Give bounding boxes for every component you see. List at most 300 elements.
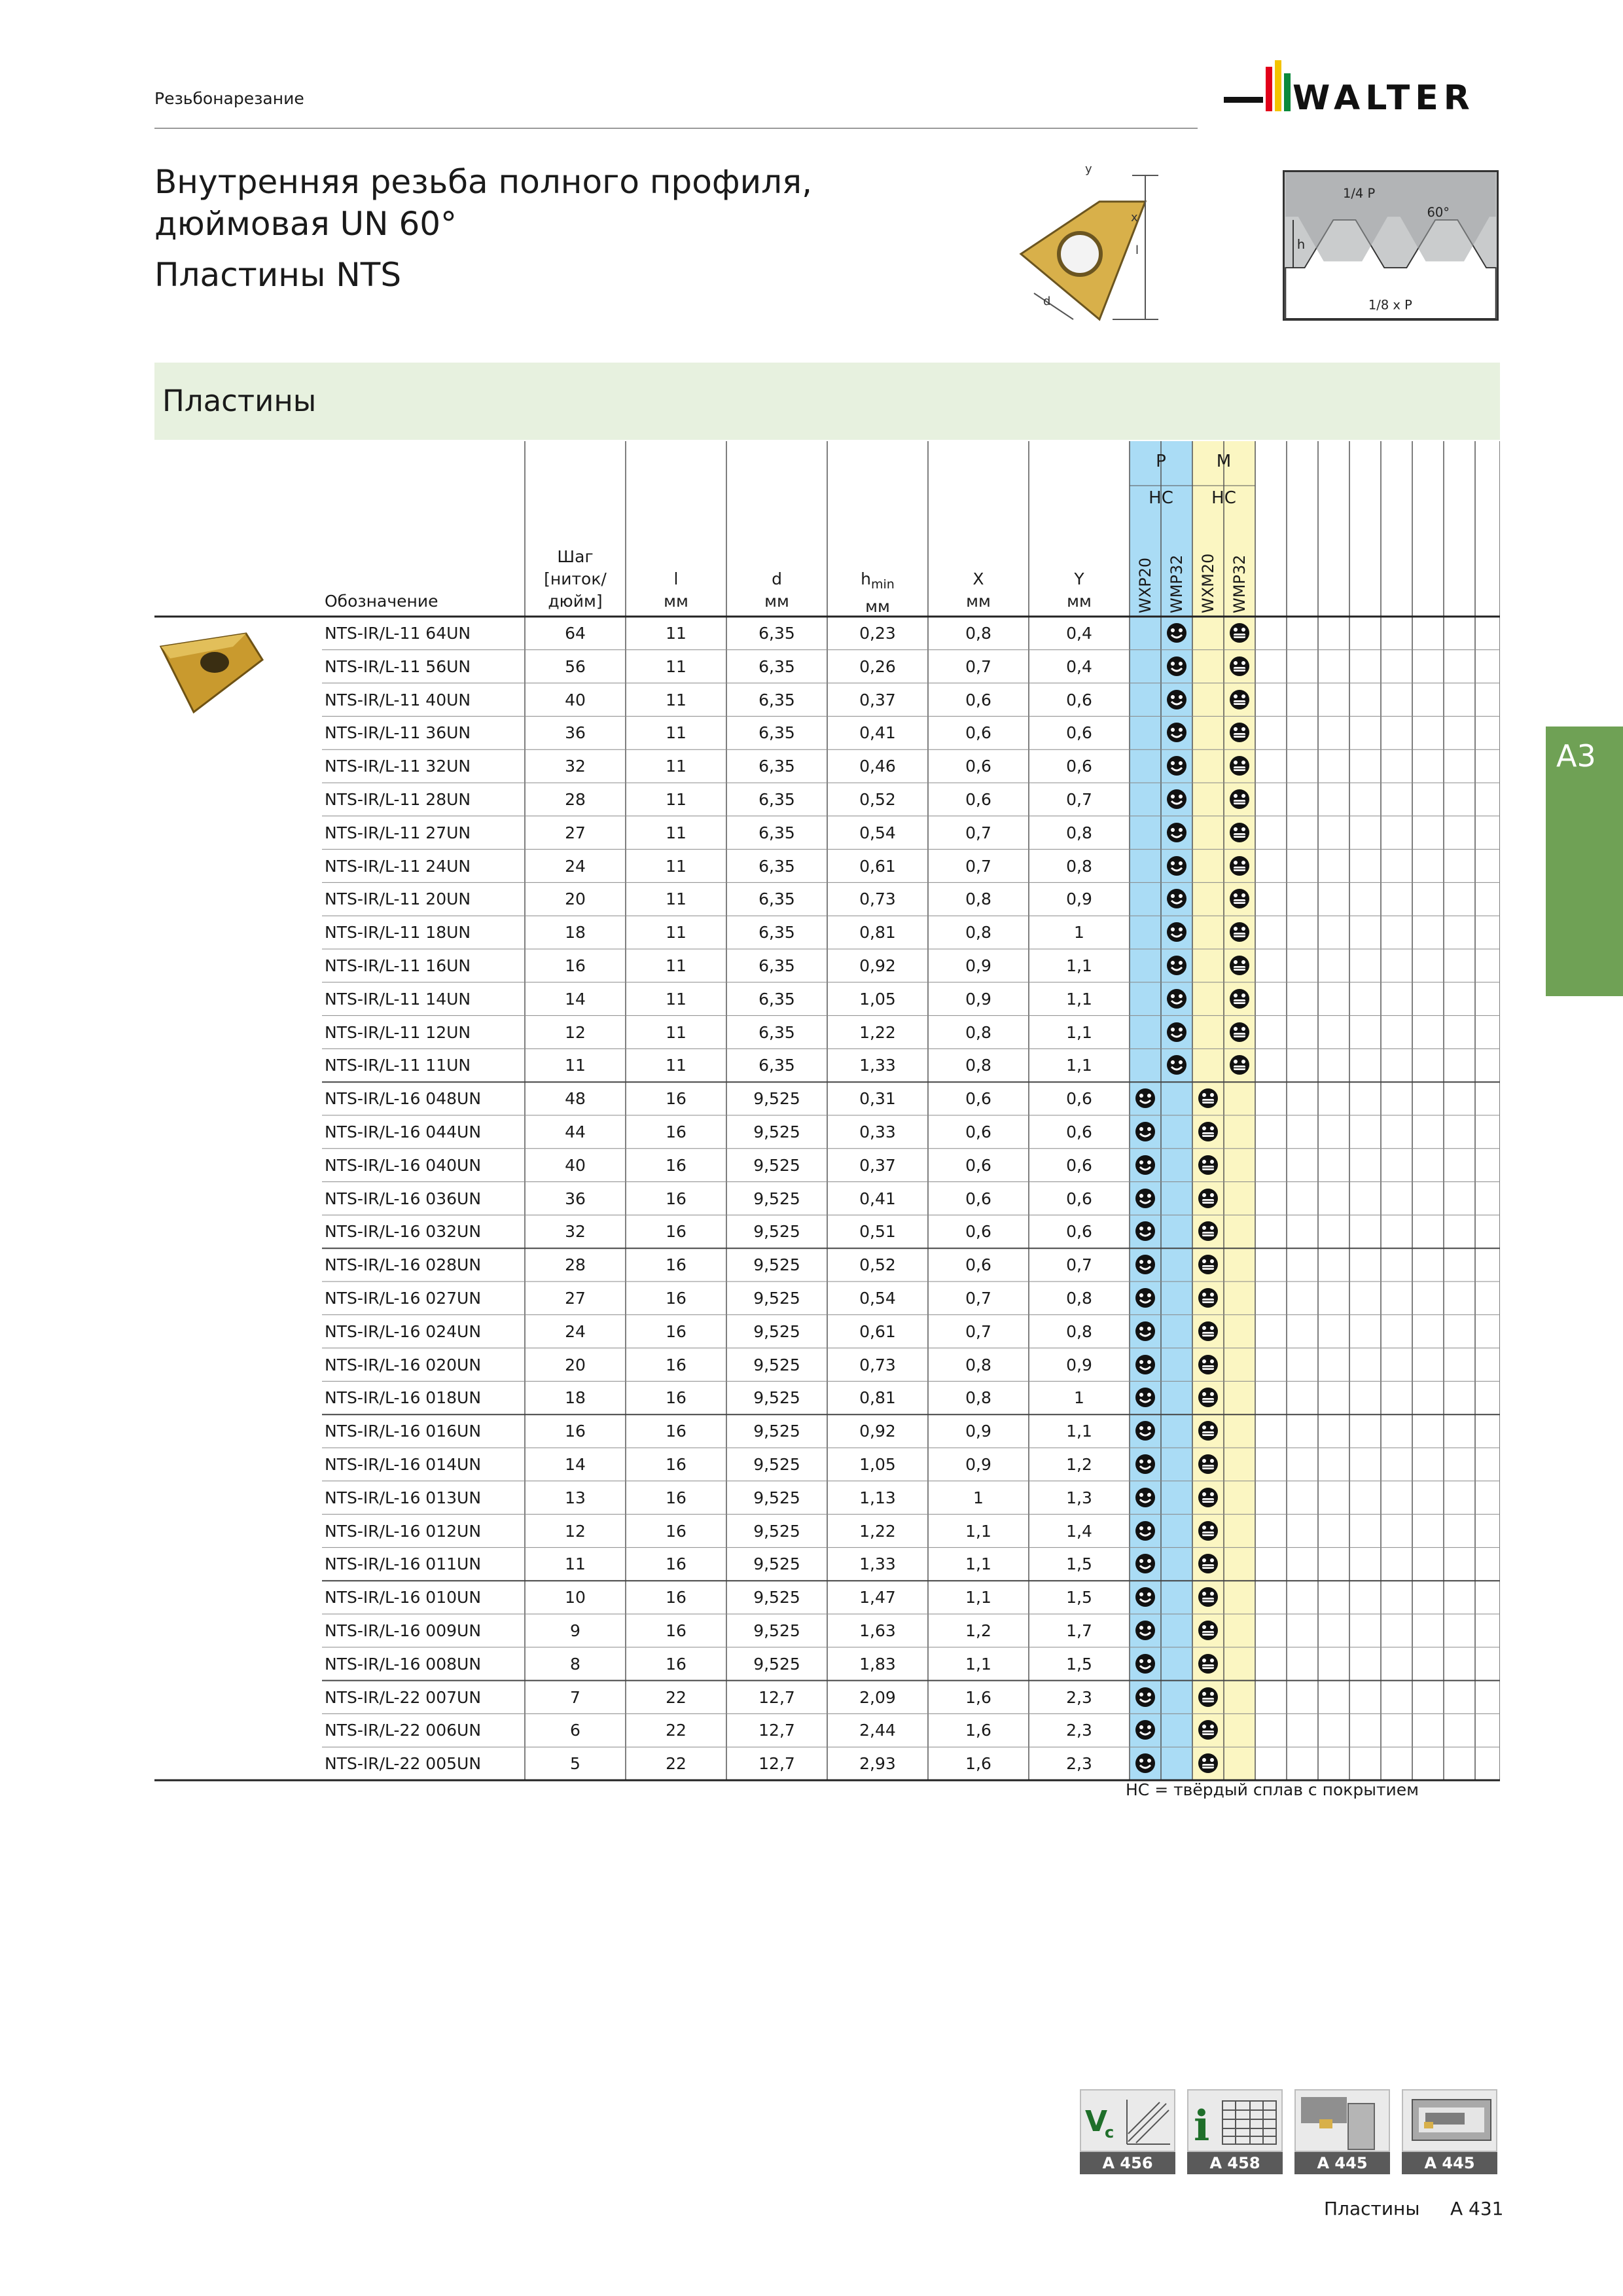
- row-x: 0,8: [965, 889, 991, 909]
- row-l: 16: [666, 1455, 687, 1474]
- row-l: 16: [666, 1488, 687, 1507]
- secondary-application-icon: [1197, 1220, 1219, 1242]
- row-designation: NTS-IR/L-16 020UN: [325, 1355, 482, 1374]
- row-y: 0,8: [1066, 1321, 1092, 1341]
- row-d: 6,35: [758, 656, 795, 676]
- secondary-application-icon: [1228, 655, 1251, 677]
- secondary-application-icon: [1197, 1354, 1219, 1376]
- row-hmin: 1,83: [859, 1654, 896, 1674]
- row-hmin: 1,33: [859, 1056, 896, 1075]
- row-y: 0,4: [1066, 656, 1092, 676]
- primary-application-icon: [1134, 1220, 1156, 1242]
- thread-mating-profile: [1285, 172, 1495, 261]
- info-table-ref[interactable]: [1187, 2089, 1283, 2174]
- row-d: 9,525: [753, 1621, 800, 1640]
- row-d: 6,35: [758, 1056, 795, 1075]
- row-pitch: 10: [565, 1588, 586, 1607]
- cutting-speed-ref-label: A 456: [1080, 2152, 1175, 2174]
- primary-application-icon: [1134, 1354, 1156, 1376]
- holder-icon: [1402, 2089, 1497, 2152]
- row-d: 9,525: [753, 1222, 800, 1242]
- row-d: 6,35: [758, 956, 795, 975]
- secondary-application-icon: [1197, 1253, 1219, 1276]
- primary-application-icon: [1134, 1752, 1156, 1774]
- row-designation: NTS-IR/L-11 14UN: [325, 989, 471, 1009]
- row-x: 1,1: [965, 1654, 991, 1674]
- row-l: 16: [666, 1654, 687, 1674]
- primary-application-icon: [1166, 788, 1188, 810]
- hc-footnote: HC = твёрдый сплав с покрытием: [1126, 1780, 1419, 1799]
- secondary-application-icon: [1228, 1054, 1251, 1076]
- secondary-application-icon: [1228, 622, 1251, 644]
- row-d: 6,35: [758, 856, 795, 876]
- row-pitch: 28: [565, 790, 586, 809]
- group-code-m: M: [1216, 452, 1232, 471]
- secondary-application-icon: [1197, 1552, 1219, 1575]
- row-y: 0,6: [1066, 690, 1092, 709]
- row-designation: NTS-IR/L-16 044UN: [325, 1122, 482, 1141]
- primary-application-icon: [1134, 1686, 1156, 1708]
- primary-application-icon: [1166, 1021, 1188, 1043]
- row-l: 16: [666, 1122, 687, 1141]
- grade-label-wxp20: WXP20: [1136, 557, 1154, 613]
- row-d: 6,35: [758, 1022, 795, 1042]
- boring-bar-icon: [1294, 2089, 1390, 2152]
- row-designation: NTS-IR/L-11 24UN: [325, 856, 471, 876]
- page-title-line-1: Внутренняя резьба полного профиля,: [154, 163, 813, 201]
- secondary-application-icon: [1228, 954, 1251, 977]
- row-l: 11: [666, 690, 687, 709]
- row-l: 16: [666, 1422, 687, 1441]
- row-hmin: 0,52: [859, 790, 896, 809]
- row-designation: NTS-IR/L-16 040UN: [325, 1155, 482, 1175]
- row-pitch: 27: [565, 1289, 586, 1308]
- row-l: 11: [666, 989, 687, 1009]
- row-y: 0,7: [1066, 790, 1092, 809]
- row-x: 1: [973, 1488, 984, 1507]
- row-d: 9,525: [753, 1089, 800, 1109]
- row-l: 16: [666, 1521, 687, 1541]
- row-y: 1: [1074, 923, 1084, 942]
- row-y: 0,8: [1066, 1289, 1092, 1308]
- row-designation: NTS-IR/L-16 027UN: [325, 1289, 482, 1308]
- boring-bar-ref[interactable]: [1294, 2089, 1390, 2174]
- secondary-application-icon: [1197, 1752, 1219, 1774]
- row-x: 0,9: [965, 989, 991, 1009]
- row-designation: NTS-IR/L-16 010UN: [325, 1588, 482, 1607]
- row-designation: NTS-IR/L-11 20UN: [325, 889, 471, 909]
- secondary-application-icon: [1197, 1320, 1219, 1342]
- row-y: 0,9: [1066, 889, 1092, 909]
- row-d: 9,525: [753, 1355, 800, 1374]
- secondary-application-icon: [1228, 721, 1251, 744]
- chapter-tab[interactable]: [1546, 726, 1623, 996]
- row-hmin: 0,73: [859, 1355, 896, 1374]
- thread-profile-drawing: [1283, 170, 1499, 321]
- walter-logo: [1224, 60, 1499, 126]
- row-hmin: 0,92: [859, 956, 896, 975]
- row-hmin: 1,05: [859, 1455, 896, 1474]
- row-hmin: 1,47: [859, 1588, 896, 1607]
- grade-label-wmp32: WMP32: [1230, 554, 1249, 613]
- row-designation: NTS-IR/L-16 013UN: [325, 1488, 482, 1507]
- brand-name: WALTER: [1293, 79, 1475, 118]
- row-hmin: 1,22: [859, 1521, 896, 1541]
- row-x: 0,6: [965, 690, 991, 709]
- col-header-l: l мм: [664, 569, 688, 611]
- row-l: 16: [666, 1621, 687, 1640]
- row-d: 6,35: [758, 923, 795, 942]
- row-x: 0,7: [965, 1289, 991, 1308]
- row-hmin: 0,23: [859, 624, 896, 643]
- row-x: 0,9: [965, 1455, 991, 1474]
- row-x: 0,6: [965, 1222, 991, 1242]
- row-designation: NTS-IR/L-11 16UN: [325, 956, 471, 975]
- row-x: 1,6: [965, 1754, 991, 1774]
- header-divider: [154, 128, 1198, 129]
- row-l: 11: [666, 856, 687, 876]
- row-d: 9,525: [753, 1521, 800, 1541]
- primary-application-icon: [1134, 1520, 1156, 1542]
- row-pitch: 40: [565, 690, 586, 709]
- secondary-application-icon: [1228, 855, 1251, 877]
- row-l: 16: [666, 1289, 687, 1308]
- primary-application-icon: [1166, 755, 1188, 777]
- col-header-hmin: $h_{min}$ мм: [861, 569, 895, 616]
- row-x: 0,6: [965, 1089, 991, 1109]
- logo-bar-green: [1284, 73, 1291, 111]
- row-designation: NTS-IR/L-11 27UN: [325, 823, 471, 842]
- row-x: 0,8: [965, 1056, 991, 1075]
- row-d: 6,35: [758, 823, 795, 842]
- row-y: 1,5: [1066, 1554, 1092, 1574]
- row-y: 1,2: [1066, 1455, 1092, 1474]
- row-pitch: 11: [565, 1056, 586, 1075]
- row-hmin: 1,13: [859, 1488, 896, 1507]
- row-x: 0,6: [965, 1255, 991, 1275]
- row-x: 1,1: [965, 1554, 991, 1574]
- col-header-pitch: Шаг [ниток/ дюйм]: [544, 547, 607, 611]
- row-d: 9,525: [753, 1588, 800, 1607]
- angle-label: 60°: [1427, 205, 1450, 221]
- row-x: 0,6: [965, 1155, 991, 1175]
- secondary-application-icon: [1197, 1187, 1219, 1210]
- row-y: 0,7: [1066, 1255, 1092, 1275]
- row-l: 11: [666, 624, 687, 643]
- row-designation: NTS-IR/L-11 28UN: [325, 790, 471, 809]
- primary-application-icon: [1134, 1453, 1156, 1475]
- svg-text:c: c: [1105, 2123, 1115, 2142]
- dim-y-label: y: [1085, 162, 1092, 176]
- dim-d-label: d: [1043, 295, 1051, 308]
- row-x: 0,7: [965, 1321, 991, 1341]
- page-subtitle: Пластины NTS: [154, 256, 402, 294]
- col-header-d: d мм: [764, 569, 789, 611]
- row-designation: NTS-IR/L-16 018UN: [325, 1388, 482, 1408]
- row-pitch: 20: [565, 1355, 586, 1374]
- row-hmin: 2,09: [859, 1687, 896, 1707]
- row-x: 1,1: [965, 1588, 991, 1607]
- row-designation: NTS-IR/L-22 005UN: [325, 1754, 482, 1774]
- row-l: 11: [666, 923, 687, 942]
- row-x: 0,7: [965, 823, 991, 842]
- row-x: 1,6: [965, 1687, 991, 1707]
- row-hmin: 0,31: [859, 1089, 896, 1109]
- row-x: 0,6: [965, 1189, 991, 1208]
- secondary-application-icon: [1197, 1586, 1219, 1608]
- row-hmin: 0,81: [859, 923, 896, 942]
- row-pitch: 28: [565, 1255, 586, 1275]
- row-d: 6,35: [758, 624, 795, 643]
- row-d: 9,525: [753, 1455, 800, 1474]
- row-y: 1,1: [1066, 1056, 1092, 1075]
- row-y: 0,6: [1066, 1155, 1092, 1175]
- row-l: 22: [666, 1754, 687, 1774]
- quarter-pitch-label: 1/4 P: [1342, 185, 1376, 201]
- row-d: 9,525: [753, 1554, 800, 1574]
- row-y: 1,3: [1066, 1488, 1092, 1507]
- row-y: 1,7: [1066, 1621, 1092, 1640]
- row-pitch: 14: [565, 1455, 586, 1474]
- row-l: 16: [666, 1089, 687, 1109]
- row-d: 12,7: [758, 1754, 795, 1774]
- cutting-speed-icon: [1080, 2089, 1175, 2152]
- primary-application-icon: [1134, 1586, 1156, 1608]
- row-hmin: 0,37: [859, 1155, 896, 1175]
- row-designation: NTS-IR/L-16 009UN: [325, 1621, 482, 1640]
- row-designation: NTS-IR/L-16 008UN: [325, 1654, 482, 1674]
- row-designation: NTS-IR/L-16 036UN: [325, 1189, 482, 1208]
- row-pitch: 6: [570, 1721, 580, 1740]
- primary-application-icon: [1166, 622, 1188, 644]
- row-hmin: 0,61: [859, 1321, 896, 1341]
- logo-bar-red: [1266, 67, 1272, 111]
- row-pitch: 20: [565, 889, 586, 909]
- cutting-speed-ref[interactable]: [1080, 2089, 1175, 2174]
- row-hmin: 2,44: [859, 1721, 896, 1740]
- grade-label-wmp32: WMP32: [1168, 554, 1186, 613]
- secondary-application-icon: [1197, 1121, 1219, 1143]
- chapter-tab-label: A3: [1556, 738, 1596, 774]
- row-hmin: 0,73: [859, 889, 896, 909]
- row-d: 9,525: [753, 1122, 800, 1141]
- row-x: 1,2: [965, 1621, 991, 1640]
- row-designation: NTS-IR/L-11 18UN: [325, 923, 471, 942]
- secondary-application-icon: [1197, 1686, 1219, 1708]
- svg-text:i: i: [1194, 2102, 1210, 2151]
- primary-application-icon: [1134, 1486, 1156, 1509]
- row-designation: NTS-IR/L-16 016UN: [325, 1422, 482, 1441]
- row-x: 0,8: [965, 923, 991, 942]
- secondary-application-icon: [1197, 1653, 1219, 1675]
- secondary-application-icon: [1197, 1087, 1219, 1109]
- row-x: 0,6: [965, 723, 991, 743]
- insert-dimension-drawing: [1001, 156, 1158, 326]
- row-pitch: 7: [570, 1687, 580, 1707]
- row-y: 2,3: [1066, 1687, 1092, 1707]
- row-designation: NTS-IR/L-11 32UN: [325, 757, 471, 776]
- row-d: 9,525: [753, 1488, 800, 1507]
- secondary-application-icon: [1197, 1154, 1219, 1176]
- row-hmin: 0,54: [859, 1289, 896, 1308]
- row-pitch: 11: [565, 1554, 586, 1574]
- row-y: 1: [1074, 1388, 1084, 1408]
- insert-thumbnail: [154, 620, 266, 719]
- row-pitch: 64: [565, 624, 586, 643]
- row-pitch: 5: [570, 1754, 580, 1774]
- page-title-line-2: дюймовая UN 60°: [154, 205, 457, 243]
- row-d: 9,525: [753, 1189, 800, 1208]
- row-y: 0,8: [1066, 856, 1092, 876]
- row-d: 6,35: [758, 790, 795, 809]
- row-pitch: 40: [565, 1155, 586, 1175]
- row-l: 22: [666, 1687, 687, 1707]
- row-y: 1,5: [1066, 1588, 1092, 1607]
- row-y: 0,9: [1066, 1355, 1092, 1374]
- primary-application-icon: [1134, 1552, 1156, 1575]
- row-hmin: 0,54: [859, 823, 896, 842]
- row-hmin: 0,46: [859, 757, 896, 776]
- secondary-application-icon: [1228, 988, 1251, 1010]
- col-header-designation: Обозначение: [325, 592, 438, 611]
- row-hmin: 0,41: [859, 723, 896, 743]
- secondary-application-icon: [1197, 1420, 1219, 1442]
- group-code-p: P: [1156, 452, 1166, 471]
- row-pitch: 36: [565, 723, 586, 743]
- primary-application-icon: [1134, 1320, 1156, 1342]
- row-l: 16: [666, 1321, 687, 1341]
- row-l: 11: [666, 1056, 687, 1075]
- primary-application-icon: [1166, 855, 1188, 877]
- row-designation: NTS-IR/L-16 014UN: [325, 1455, 482, 1474]
- primary-application-icon: [1134, 1121, 1156, 1143]
- row-l: 16: [666, 1189, 687, 1208]
- row-d: 6,35: [758, 889, 795, 909]
- row-y: 0,6: [1066, 1222, 1092, 1242]
- row-l: 11: [666, 1022, 687, 1042]
- row-l: 16: [666, 1554, 687, 1574]
- page-number: A 431: [1450, 2198, 1504, 2219]
- row-l: 16: [666, 1388, 687, 1408]
- primary-application-icon: [1134, 1287, 1156, 1309]
- row-hmin: 1,33: [859, 1554, 896, 1574]
- row-pitch: 16: [565, 1422, 586, 1441]
- row-d: 9,525: [753, 1255, 800, 1275]
- row-hmin: 0,61: [859, 856, 896, 876]
- row-designation: NTS-IR/L-16 032UN: [325, 1222, 482, 1242]
- holder-ref[interactable]: [1402, 2089, 1497, 2174]
- row-designation: NTS-IR/L-11 11UN: [325, 1056, 471, 1075]
- primary-application-icon: [1134, 1087, 1156, 1109]
- footer-section-name: Пластины: [1324, 2198, 1420, 2219]
- row-hmin: 0,26: [859, 656, 896, 676]
- row-pitch: 44: [565, 1122, 586, 1141]
- row-designation: NTS-IR/L-11 12UN: [325, 1022, 471, 1042]
- row-x: 0,7: [965, 856, 991, 876]
- row-d: 6,35: [758, 989, 795, 1009]
- logo-bar-yellow: [1275, 60, 1281, 111]
- height-label: h: [1296, 236, 1306, 252]
- secondary-application-icon: [1228, 888, 1251, 910]
- secondary-application-icon: [1197, 1520, 1219, 1542]
- row-hmin: 2,93: [859, 1754, 896, 1774]
- row-hmin: 0,41: [859, 1189, 896, 1208]
- row-d: 12,7: [758, 1721, 795, 1740]
- row-l: 11: [666, 790, 687, 809]
- secondary-application-icon: [1197, 1386, 1219, 1408]
- secondary-application-icon: [1228, 1021, 1251, 1043]
- col-header-y: Y мм: [1067, 569, 1092, 611]
- row-hmin: 0,51: [859, 1222, 896, 1242]
- row-d: 6,35: [758, 690, 795, 709]
- row-y: 0,6: [1066, 757, 1092, 776]
- row-x: 0,8: [965, 1355, 991, 1374]
- holder-ref-label: A 445: [1402, 2152, 1497, 2174]
- secondary-application-icon: [1228, 788, 1251, 810]
- row-designation: NTS-IR/L-16 011UN: [325, 1554, 482, 1574]
- row-l: 16: [666, 1222, 687, 1242]
- row-pitch: 56: [565, 656, 586, 676]
- primary-application-icon: [1134, 1719, 1156, 1741]
- row-y: 0,6: [1066, 723, 1092, 743]
- grade-label-wxm20: WXM20: [1199, 553, 1217, 613]
- primary-application-icon: [1134, 1253, 1156, 1276]
- row-pitch: 18: [565, 1388, 586, 1408]
- primary-application-icon: [1166, 988, 1188, 1010]
- row-designation: NTS-IR/L-16 024UN: [325, 1321, 482, 1341]
- row-l: 16: [666, 1588, 687, 1607]
- info-table-icon: [1187, 2089, 1283, 2152]
- primary-application-icon: [1134, 1653, 1156, 1675]
- row-d: 9,525: [753, 1321, 800, 1341]
- row-pitch: 12: [565, 1022, 586, 1042]
- row-y: 1,4: [1066, 1521, 1092, 1541]
- row-hmin: 0,81: [859, 1388, 896, 1408]
- row-d: 12,7: [758, 1687, 795, 1707]
- row-designation: NTS-IR/L-16 012UN: [325, 1521, 482, 1541]
- secondary-application-icon: [1197, 1453, 1219, 1475]
- row-pitch: 14: [565, 989, 586, 1009]
- row-pitch: 18: [565, 923, 586, 942]
- row-pitch: 24: [565, 856, 586, 876]
- svg-text:V: V: [1085, 2105, 1108, 2138]
- primary-application-icon: [1134, 1619, 1156, 1641]
- col-header-x: X мм: [966, 569, 991, 611]
- row-hmin: 1,22: [859, 1022, 896, 1042]
- row-l: 11: [666, 757, 687, 776]
- row-d: 9,525: [753, 1422, 800, 1441]
- row-y: 1,1: [1066, 1022, 1092, 1042]
- row-pitch: 13: [565, 1488, 586, 1507]
- row-l: 11: [666, 656, 687, 676]
- row-y: 1,1: [1066, 956, 1092, 975]
- row-x: 0,6: [965, 757, 991, 776]
- row-designation: NTS-IR/L-11 36UN: [325, 723, 471, 743]
- row-d: 9,525: [753, 1388, 800, 1408]
- breadcrumb: Резьбонарезание: [154, 89, 304, 108]
- secondary-application-icon: [1228, 689, 1251, 711]
- row-y: 0,6: [1066, 1122, 1092, 1141]
- row-x: 0,6: [965, 790, 991, 809]
- row-hmin: 0,52: [859, 1255, 896, 1275]
- row-pitch: 16: [565, 956, 586, 975]
- group-material-p: HC: [1149, 488, 1173, 508]
- row-d: 9,525: [753, 1155, 800, 1175]
- row-x: 0,6: [965, 1122, 991, 1141]
- row-x: 0,8: [965, 624, 991, 643]
- row-l: 11: [666, 956, 687, 975]
- row-designation: NTS-IR/L-22 007UN: [325, 1687, 482, 1707]
